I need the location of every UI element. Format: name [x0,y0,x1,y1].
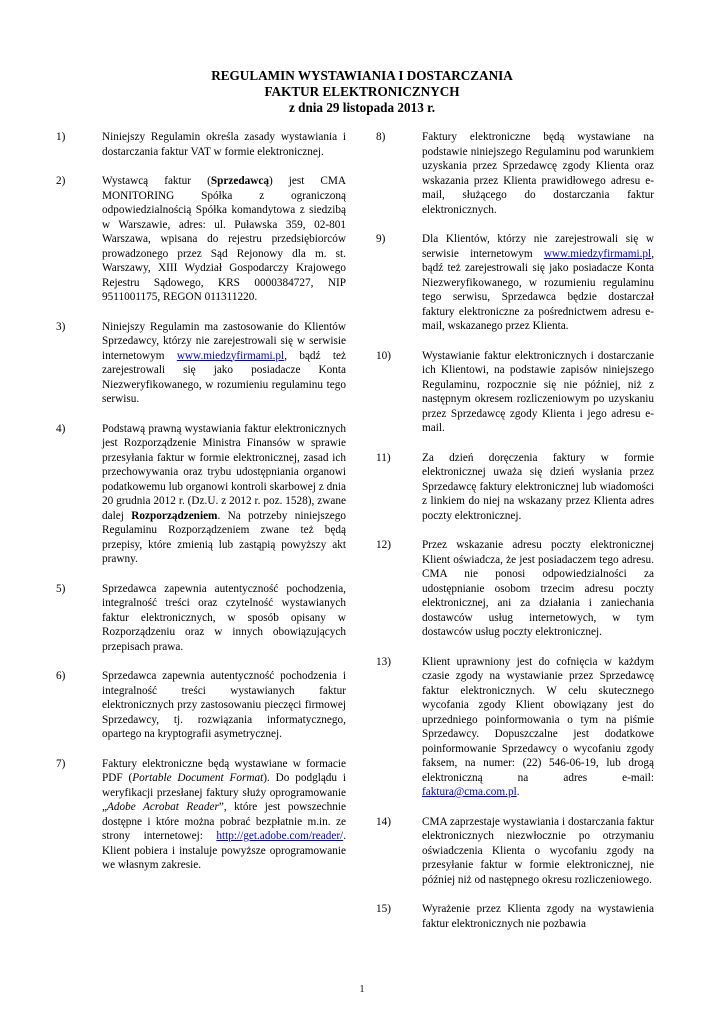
adobe-reader-link[interactable]: http://get.adobe.com/reader/ [216,830,344,842]
item-number: 3) [56,320,66,333]
item-text: Wystawianie faktur elektronicznych i dostarczanie ich Klientowi, na podstawie zapisów niniejszego Regulaminu, rozpocznie się nie później, niż z następnym okresem rozliczeniowym po uzyskaniu przez Sprzedawcę zgody Klienta i jego adresu e-mail. [422,349,654,434]
document-title [0,68,724,116]
list-item-2 [56,174,346,305]
list-item-15 [376,902,654,931]
item-text: Faktury elektroniczne będą wystawiane w formacie PDF (Portable Document Format). Do podglądu i weryfikacji przesłanej faktury służy oprogramowanie „Adobe Acrobat Reader”, które jest powszechnie dostępne i które można pobrać bezpłatnie m.in. ze strony internetowej: http://get.adobe.com/reader/. Klient pobiera i instaluje powyższe oprogramowanie we własnym zakresie. [102,757,347,871]
item-text: Klient uprawniony jest do cofnięcia w każdym czasie zgody na wystawianie przez Sprzedawcę faktur elektronicznych. W celu skutecznego wycofania zgody Klient obowiązany jest do uprzedniego poinformowania o tym na piśmie Sprzedawcy. Dopuszczalne jest dodatkowe poinformowanie Sprzedawcy o wycofaniu zgody faksem, na numer: (22) 546-06-19, lub drogą elektroniczną na adres e-mail: faktura@cma.com.pl. [422,655,654,798]
title-line-2: FAKTUR ELEKTRONICZNYCH [264,84,460,99]
item-text: Niniejszy Regulamin określa zasady wystawiania i dostarczania faktur VAT w formie elektronicznej. [102,131,346,158]
item-text: Dla Klientów, którzy nie zarejestrowali się w serwisie internetowym www.miedzyfirmami.pl, bądź też zarejestrowali się jako posiadacze Konta Niezweryfikowanego, w rozumieniu regulaminu tego serwisu, Sprzedawca będzie dostarczał faktury elektroniczne za pośrednictwem adresu e-mail, wskazanego przez Klienta. [422,233,654,332]
list-item-1 [56,130,346,159]
item-number: 14) [376,815,391,828]
email-link[interactable]: faktura@cma.com.pl [422,786,517,798]
list-item-11 [376,451,654,524]
item-text: Za dzień doręczenia faktury w formie elektronicznej uważa się dzień wysłania przez Sprzedawcę faktury elektronicznej lub wiadomości z linkiem do niej na wskazany przez Klienta adres poczty elektronicznej. [422,451,654,522]
list-item-8 [376,130,654,217]
item-number: 9) [376,233,386,245]
item-number: 7) [56,757,66,770]
item-number: 15) [376,903,391,915]
item-text: Faktury elektroniczne będą wystawiane na podstawie niniejszego Regulaminu pod warunkiem uzyskania przez Sprzedawcę zgody Klienta oraz wskazania przez Klienta prawidłowego adresu e-mail, służącego do dostarczania faktur elektronicznych. [422,131,654,216]
item-number: 12) [376,539,391,551]
item-number: 4) [56,422,66,435]
item-number: 6) [56,670,66,682]
item-text: CMA zaprzestaje wystawiania i dostarczania faktur elektronicznych niezwłocznie po otrzymaniu oświadczenia Klienta o wycofaniu zgody na przesyłanie faktur w formie elektronicznej, nie później niż od następnego okresu rozliczeniowego. [422,815,654,886]
list-item-5 [56,582,346,655]
right-column [376,130,654,946]
item-text: Wyrażenie przez Klienta zgody na wystawienia faktur elektronicznych nie pozbawia [422,903,654,930]
item-text: Podstawą prawną wystawiania faktur elektronicznych jest Rozporządzenie Ministra Finansów w sprawie przesyłania faktur w formie elektronicznej, zasad ich przechowywania oraz trybu udostępniania organowi podatkowemu lub organowi kontroli skarbowej z dnia 20 grudnia 2012 r. (Dz.U. z 2012 r. poz. 1528), zwane dalej Rozporządzeniem. Na potrzeby niniejszego Regulaminu Rozporządzeniem zwane też będą przepisy, które zmienią lub zastąpią powyższy akt prawny. [102,422,346,565]
page-number: 1 [359,984,365,995]
miedzyfirmami-link[interactable]: www.miedzyfirmami.pl [176,349,285,362]
list-item-10 [376,349,654,436]
list-item-14 [376,815,654,888]
title-line-1: REGULAMIN WYSTAWIANIA I DOSTARCZANIA [211,68,513,83]
title-date: z dnia 29 listopada 2013 r. [288,100,436,115]
item-text: Wystawcą faktur (Sprzedawcą) jest CMA MONITORING Spółka z ograniczoną odpowiedzialnością Spółka komandytowa z siedzibą w Warszawie, adres: ul. Puławska 359, 02-801 Warszawa, wpisana do rejestru przedsiębiorców prowadzonego przez Sąd Rejonowy dla m. st. Warszawy, XIII Wydział Gospodarczy Krajowego Rejestru Sądowego, KRS 0000384727, NIP 9511001175, REGON 011311220. [102,175,346,303]
item-number: 2) [56,175,66,187]
list-item-4 [56,422,346,567]
item-text: Sprzedawca zapewnia autentyczność pochodzenia, integralność treści oraz czytelność wystawianych faktur elektronicznych, w sposób opisany w Rozporządzeniu oraz w innych obowiązujących przepisach prawa. [102,582,346,653]
list-item-6 [56,669,346,742]
item-text: Sprzedawca zapewnia autentyczność pochodzenia i integralność treści wystawianych faktur elektronicznych przy zastosowaniu pieczęci firmowej Sprzedawcy, tj. rozwiązania informatycznego, opartego na kryptografii asymetrycznej. [102,670,346,740]
item-number: 13) [376,655,391,668]
item-number: 10) [376,349,391,362]
list-item-3 [56,320,346,407]
item-number: 11) [376,451,391,464]
list-item-7 [56,757,346,873]
item-text: Przez wskazanie adresu poczty elektronicznej Klient oświadcza, że jest posiadaczem tego adresu. CMA nie ponosi odpowiedzialności za udostępnianie osobom trzecim adresu poczty elektronicznej, ani za działania i zaniechania dostawców usług internetowych, w tym dostawców usług poczty elektronicznej. [422,539,654,638]
miedzyfirmami-link[interactable]: www.miedzyfirmami.pl [543,247,652,260]
list-item-9 [376,232,654,334]
list-item-12 [376,538,654,640]
item-number: 8) [376,131,386,143]
list-item-13 [376,655,654,800]
left-column [56,130,346,888]
item-text: Niniejszy Regulamin ma zastosowanie do Klientów Sprzedawcy, którzy nie zarejestrowali się w serwisie internetowym www.miedzyfirmami.pl, bądź też zarejestrowali się jako posiadacze Konta Niezweryfikowanego, w rozumieniu regulaminu tego serwisu. [102,320,346,405]
item-number: 1) [56,131,66,143]
item-number: 5) [56,582,66,595]
